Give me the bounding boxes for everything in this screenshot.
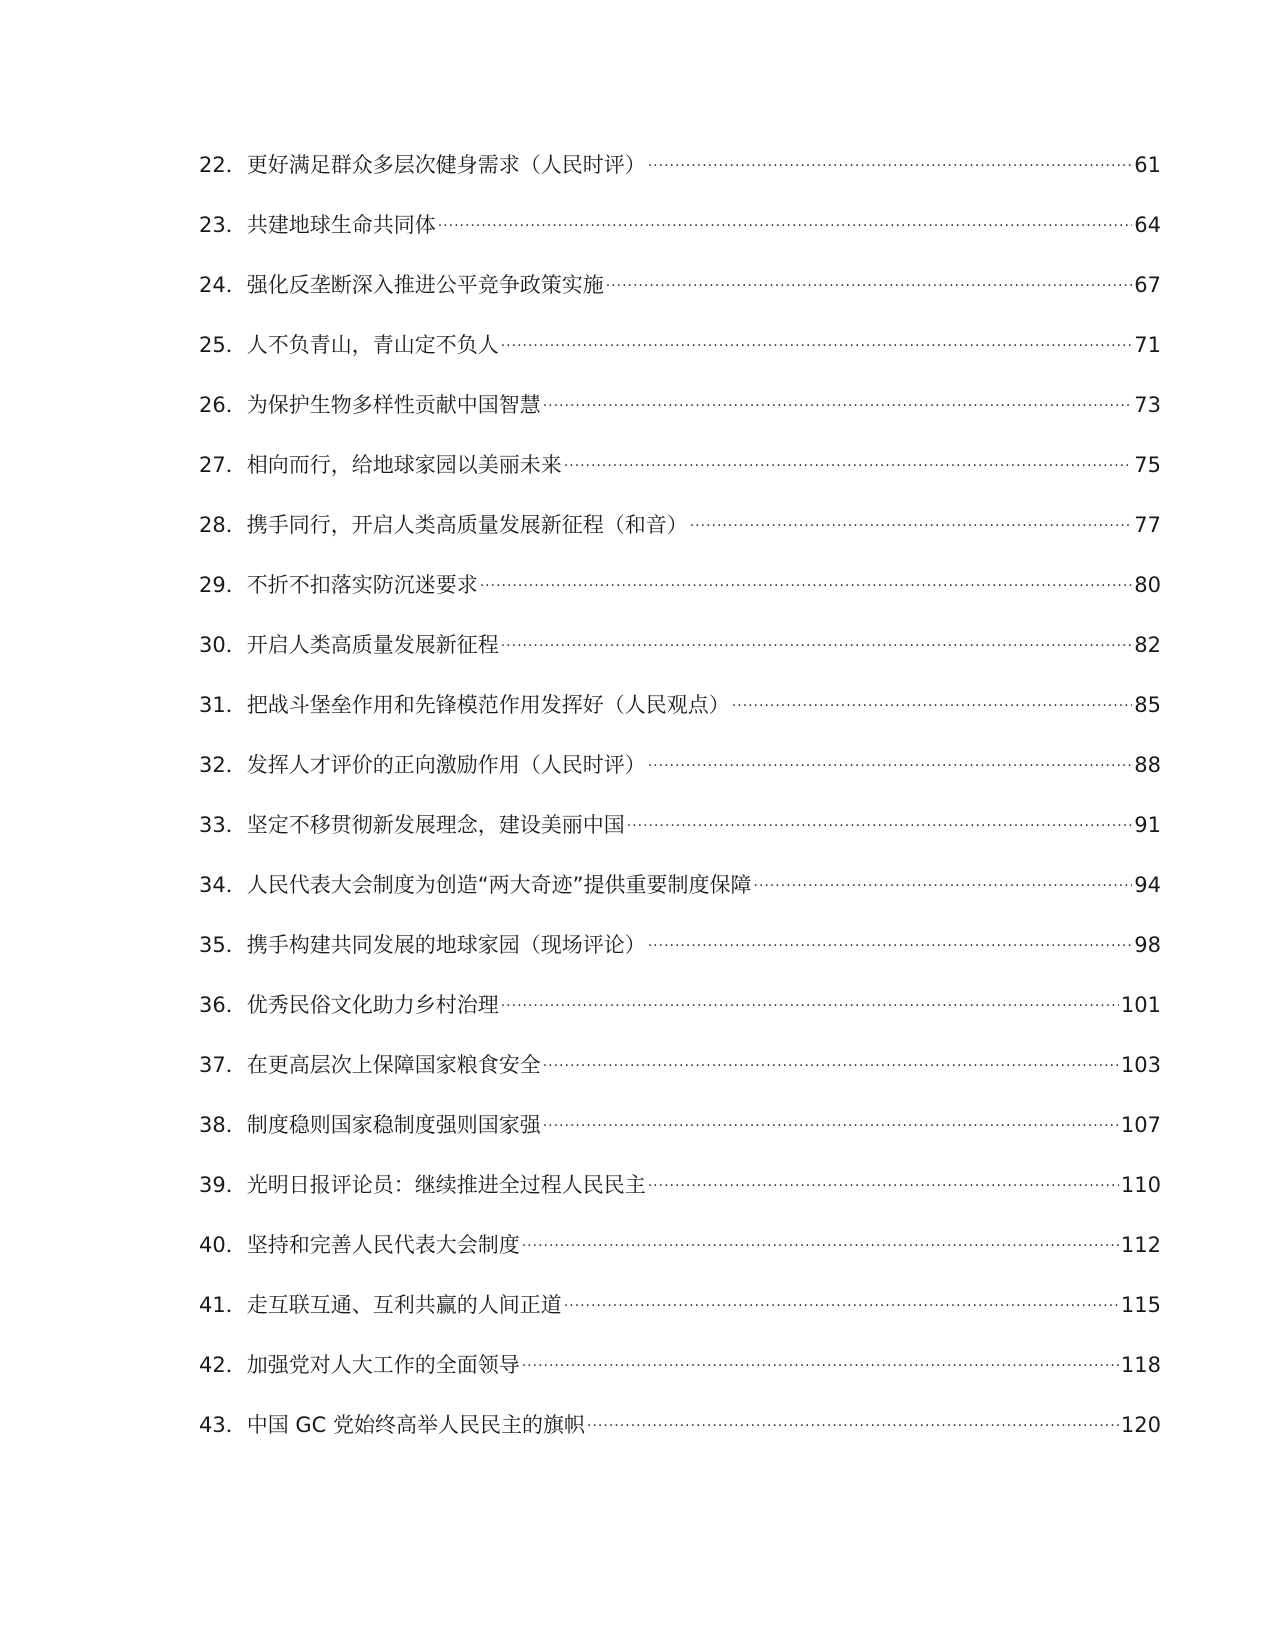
toc-entry[interactable] <box>199 508 1161 568</box>
toc-entry-page: 85 <box>1134 693 1161 717</box>
toc-entry-title: 在更高层次上保障国家粮食安全 <box>246 1053 541 1077</box>
toc-dot-leader <box>543 1108 1119 1132</box>
toc-entry-page: 67 <box>1134 273 1161 297</box>
toc-entry-number: 39． <box>199 1173 247 1197</box>
toc-entry-title: 携手构建共同发展的地球家园（现场评论） <box>246 933 646 957</box>
toc-entry[interactable] <box>199 148 1161 208</box>
toc-entry-page: 73 <box>1134 393 1161 417</box>
toc-dot-leader <box>732 688 1133 712</box>
toc-entry-number: 25． <box>199 333 247 357</box>
toc-entry-page: 120 <box>1120 1413 1161 1437</box>
toc-entry-page: 77 <box>1134 513 1161 537</box>
toc-entry-number: 22． <box>199 153 247 177</box>
toc-entry[interactable] <box>199 1168 1161 1228</box>
toc-entry[interactable] <box>199 1108 1161 1168</box>
toc-entry-number: 38． <box>199 1113 247 1137</box>
toc-entry-title: 为保护生物多样性贡献中国智慧 <box>246 393 541 417</box>
toc-dot-leader <box>501 628 1133 652</box>
toc-entry-title: 更好满足群众多层次健身需求（人民时评） <box>246 153 646 177</box>
toc-entry-number: 23． <box>199 213 247 237</box>
toc-entry-title: 把战斗堡垒作用和先锋模范作用发挥好（人民观点） <box>246 693 730 717</box>
toc-dot-leader <box>648 928 1133 952</box>
toc-entry-page: 75 <box>1134 453 1161 477</box>
toc-entry-page: 94 <box>1134 873 1161 897</box>
toc-entry[interactable] <box>199 208 1161 268</box>
toc-entry-page: 115 <box>1120 1293 1161 1317</box>
toc-entry-number: 34． <box>199 873 247 897</box>
toc-entry[interactable] <box>199 1288 1161 1348</box>
toc-entry[interactable] <box>199 1048 1161 1108</box>
toc-entry-page: 71 <box>1134 333 1161 357</box>
toc-entry-number: 27． <box>199 453 247 477</box>
toc-entry-page: 61 <box>1134 153 1161 177</box>
toc-dot-leader <box>690 508 1133 532</box>
toc-entry-page: 98 <box>1134 933 1161 957</box>
toc-entry[interactable] <box>199 448 1161 508</box>
toc-entry[interactable] <box>199 568 1161 628</box>
toc-entry-number: 42． <box>199 1353 247 1377</box>
toc-entry[interactable] <box>199 688 1161 748</box>
toc-entry-number: 28． <box>199 513 247 537</box>
toc-dot-leader <box>522 1228 1119 1252</box>
toc-dot-leader <box>564 1288 1119 1312</box>
toc-dot-leader <box>543 1048 1119 1072</box>
toc-entry-number: 31． <box>199 693 247 717</box>
toc-entry-page: 103 <box>1120 1053 1161 1077</box>
toc-entry[interactable] <box>199 1408 1161 1468</box>
toc-entry[interactable] <box>199 388 1161 448</box>
toc-entry-number: 43． <box>199 1413 247 1437</box>
toc-dot-leader <box>501 988 1119 1012</box>
toc-entry-page: 64 <box>1134 213 1161 237</box>
toc-dot-leader <box>648 148 1133 172</box>
toc-entry-number: 33． <box>199 813 247 837</box>
toc-entry-number: 35． <box>199 933 247 957</box>
toc-entry-page: 118 <box>1120 1353 1161 1377</box>
toc-entry-title: 加强党对人大工作的全面领导 <box>246 1353 520 1377</box>
toc-entry-title: 制度稳则国家稳制度强则国家强 <box>246 1113 541 1137</box>
toc-entry-title: 发挥人才评价的正向激励作用（人民时评） <box>246 753 646 777</box>
toc-dot-leader <box>648 1168 1119 1192</box>
toc-entry-page: 88 <box>1134 753 1161 777</box>
toc-entry[interactable] <box>199 928 1161 988</box>
toc-entry-number: 30． <box>199 633 247 657</box>
toc-entry-title: 光明日报评论员：继续推进全过程人民民主 <box>246 1173 646 1197</box>
toc-entry-title: 人民代表大会制度为创造“两大奇迹”提供重要制度保障 <box>246 873 752 897</box>
toc-entry-number: 26． <box>199 393 247 417</box>
toc-entry-title: 人不负青山，青山定不负人 <box>246 333 499 357</box>
toc-entry-title: 中国 GC 党始终高举人民民主的旗帜 <box>246 1413 586 1437</box>
toc-entry[interactable] <box>199 1228 1161 1288</box>
toc-entry-number: 32． <box>199 753 247 777</box>
toc-entry-number: 41． <box>199 1293 247 1317</box>
toc-entry-number: 36． <box>199 993 247 1017</box>
toc-entry-title: 不折不扣落实防沉迷要求 <box>246 573 478 597</box>
toc-dot-leader <box>627 808 1133 832</box>
toc-entry[interactable] <box>199 628 1161 688</box>
toc-entry[interactable] <box>199 1348 1161 1408</box>
toc-entry-title: 开启人类高质量发展新征程 <box>246 633 499 657</box>
toc-entry-title: 相向而行，给地球家园以美丽未来 <box>246 453 562 477</box>
toc-dot-leader <box>501 328 1133 352</box>
toc-entry-title: 优秀民俗文化助力乡村治理 <box>246 993 499 1017</box>
toc-dot-leader <box>606 268 1133 292</box>
toc-dot-leader <box>522 1348 1119 1372</box>
toc-entry-page: 112 <box>1120 1233 1161 1257</box>
toc-entry[interactable] <box>199 328 1161 388</box>
toc-entry-title: 共建地球生命共同体 <box>246 213 436 237</box>
toc-entry-title: 坚定不移贯彻新发展理念，建设美丽中国 <box>246 813 625 837</box>
table-of-contents <box>199 148 1161 1468</box>
toc-entry-page: 82 <box>1134 633 1161 657</box>
toc-entry-title: 强化反垄断深入推进公平竞争政策实施 <box>246 273 604 297</box>
toc-entry-title: 走互联互通、互利共赢的人间正道 <box>246 1293 562 1317</box>
toc-entry-page: 107 <box>1120 1113 1161 1137</box>
toc-dot-leader <box>564 448 1133 472</box>
toc-dot-leader <box>754 868 1133 892</box>
toc-entry-page: 91 <box>1134 813 1161 837</box>
toc-entry[interactable] <box>199 748 1161 808</box>
toc-entry-number: 24． <box>199 273 247 297</box>
toc-entry-title: 坚持和完善人民代表大会制度 <box>246 1233 520 1257</box>
toc-entry-title: 携手同行，开启人类高质量发展新征程（和音） <box>246 513 688 537</box>
toc-dot-leader <box>438 208 1133 232</box>
toc-entry[interactable] <box>199 808 1161 868</box>
toc-entry[interactable] <box>199 988 1161 1048</box>
toc-dot-leader <box>480 568 1133 592</box>
toc-entry-number: 29． <box>199 573 247 597</box>
toc-entry[interactable] <box>199 868 1161 928</box>
toc-dot-leader <box>587 1408 1119 1432</box>
toc-entry-number: 40． <box>199 1233 247 1257</box>
toc-dot-leader <box>543 388 1133 412</box>
toc-entry-page: 80 <box>1134 573 1161 597</box>
toc-dot-leader <box>648 748 1133 772</box>
toc-entry-number: 37． <box>199 1053 247 1077</box>
toc-entry[interactable] <box>199 268 1161 328</box>
toc-entry-page: 101 <box>1120 993 1161 1017</box>
toc-entry-page: 110 <box>1120 1173 1161 1197</box>
